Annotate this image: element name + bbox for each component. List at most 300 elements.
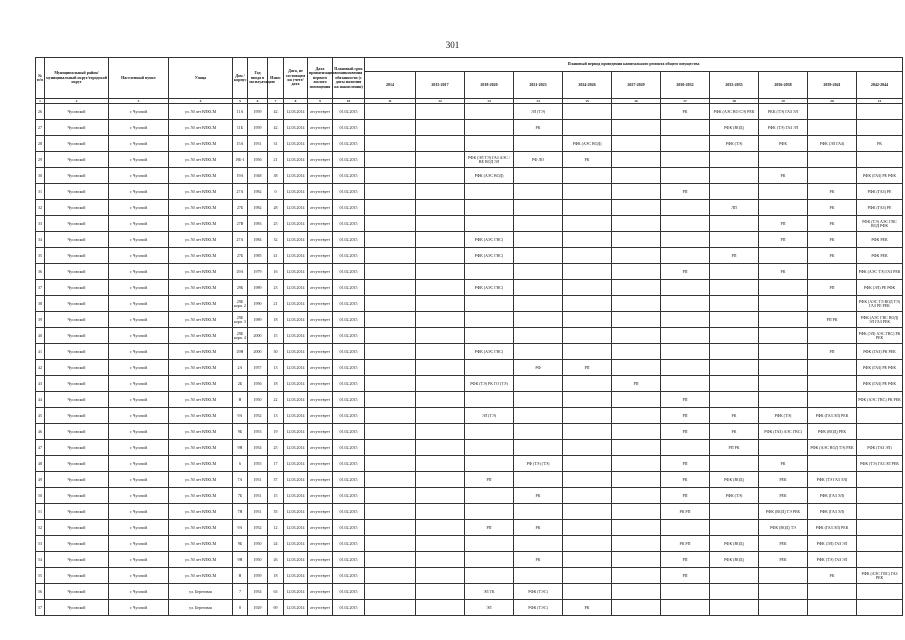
house-cell: 2А <box>233 360 248 376</box>
row-number: 30 <box>36 168 45 184</box>
plan-cell <box>416 136 465 152</box>
plan-cell: РК РП <box>661 504 710 520</box>
plan-cell <box>514 440 563 456</box>
table-row <box>36 504 903 520</box>
plan-cell <box>661 232 710 248</box>
plan-cell <box>563 488 612 504</box>
plan-cell <box>416 440 465 456</box>
date-registered-cell: 12.03.2014 <box>284 200 308 216</box>
year-cell: 1984 <box>248 232 268 248</box>
plan-cell <box>857 504 903 520</box>
plan-cell <box>365 504 416 520</box>
house-cell: 11А <box>233 104 248 120</box>
plan-cell: РФК (ГАЗ ЭЛ) <box>857 440 903 456</box>
row-number: 28 <box>36 136 45 152</box>
plan-cell: РП <box>661 392 710 408</box>
town-cell: г. Чусовой <box>109 440 169 456</box>
year-cell: 1959 <box>248 104 268 120</box>
town-cell: г. Чусовой <box>109 424 169 440</box>
col-header-district: Муниципальный район/муниципальный округ/городской округ <box>45 58 109 99</box>
district-cell: Чусовской <box>45 104 109 120</box>
house-cell: 9Н <box>233 552 248 568</box>
plan-cell: РФК (ТЭС) <box>514 584 563 600</box>
plan-cell: РФК (АЭС ВО СЭ) РЕК <box>710 104 759 120</box>
row-number: 43 <box>36 376 45 392</box>
due-date-cell: 01.02.2015 <box>333 552 365 568</box>
plan-cell <box>365 568 416 584</box>
row-number: 57 <box>36 600 45 616</box>
district-cell: Чусовской <box>45 296 109 312</box>
plan-cell <box>710 280 759 296</box>
house-cell: 29А <box>233 264 248 280</box>
plan-cell <box>465 552 514 568</box>
plan-cell: РФК (ГАЗ ЭЛ) РЕК <box>808 408 857 424</box>
plan-cell <box>710 216 759 232</box>
plan-cell: РП <box>661 488 710 504</box>
table-row <box>36 168 903 184</box>
row-number: 53 <box>36 536 45 552</box>
plan-cell <box>759 328 808 344</box>
plan-cell <box>465 360 514 376</box>
plan-cell: ЛП <box>710 200 759 216</box>
plan-cell: РК <box>808 232 857 248</box>
street-cell: ул. 50 лет ВЛКСМ <box>169 328 233 344</box>
house-cell: 15А <box>233 136 248 152</box>
plan-cell <box>514 344 563 360</box>
plan-cell: РП <box>661 408 710 424</box>
plan-cell <box>710 520 759 536</box>
year-cell: 1979 <box>248 264 268 280</box>
town-cell: г. Чусовой <box>109 184 169 200</box>
plan-cell <box>563 200 612 216</box>
plan-cell <box>661 584 710 600</box>
plan-cell <box>563 440 612 456</box>
plan-cell <box>808 584 857 600</box>
year-cell: 1956 <box>248 152 268 168</box>
plan-cell <box>514 568 563 584</box>
column-index: 17 <box>661 99 710 104</box>
row-number: 39 <box>36 312 45 328</box>
plan-cell <box>661 376 710 392</box>
plan-cell: РФК (ТЭ) <box>710 136 759 152</box>
date-registered-cell: 12.03.2014 <box>284 120 308 136</box>
due-date-cell: 01.02.2015 <box>333 232 365 248</box>
plan-cell: РФК (ТЭ) <box>759 408 808 424</box>
house-cell: 7Б <box>233 488 248 504</box>
due-date-cell: 01.02.2015 <box>333 120 365 136</box>
plan-cell: ЭЛ (ТЭ) <box>465 408 514 424</box>
plan-cell: РК <box>808 568 857 584</box>
plan-cell <box>365 472 416 488</box>
plan-cell <box>514 408 563 424</box>
street-cell: ул. 50 лет ВЛКСМ <box>169 200 233 216</box>
wear-cell: 63 <box>268 584 284 600</box>
plan-cell: РП <box>661 424 710 440</box>
col-header-wear: Износ <box>268 58 284 99</box>
house-cell: 19Б-1 <box>233 152 248 168</box>
district-cell: Чусовской <box>45 232 109 248</box>
wear-cell: 38 <box>268 168 284 184</box>
plan-cell: РФК (ВОД) <box>710 552 759 568</box>
plan-cell: РФК (АЭС ВОД ТЭ) РЕК <box>808 440 857 456</box>
date-privatization-cell: отсутствует <box>308 344 333 360</box>
plan-cell: РФК (ВОД) ТЭ <box>759 520 808 536</box>
date-registered-cell: 12.03.2014 <box>284 536 308 552</box>
house-cell: 2Б <box>233 376 248 392</box>
town-cell: г. Чусовой <box>109 472 169 488</box>
row-number: 45 <box>36 408 45 424</box>
row-number: 33 <box>36 216 45 232</box>
plan-cell: РФК <box>759 136 808 152</box>
year-cell: 1983 <box>248 216 268 232</box>
plan-cell <box>612 600 661 616</box>
plan-cell <box>514 280 563 296</box>
plan-cell <box>661 600 710 616</box>
year-header: 2014 <box>365 72 416 99</box>
plan-cell <box>661 152 710 168</box>
year-cell: 1952 <box>248 408 268 424</box>
plan-cell <box>661 328 710 344</box>
year-cell: 1948 <box>248 168 268 184</box>
wear-cell: 19 <box>268 424 284 440</box>
plan-cell: РК <box>563 600 612 616</box>
row-number: 49 <box>36 472 45 488</box>
plan-cell <box>710 344 759 360</box>
house-cell: Н <box>233 392 248 408</box>
date-registered-cell: 12.03.2014 <box>284 408 308 424</box>
plan-cell <box>612 104 661 120</box>
plan-cell <box>365 408 416 424</box>
plan-cell <box>563 472 612 488</box>
table-row <box>36 136 903 152</box>
date-registered-cell: 12.03.2014 <box>284 504 308 520</box>
col-header-town: Населенный пункт <box>109 58 169 99</box>
row-number: 50 <box>36 488 45 504</box>
plan-cell: РФК (ВОД) <box>710 472 759 488</box>
plan-cell: РФК (ВОД) <box>710 120 759 136</box>
wear-cell: 18 <box>268 312 284 328</box>
plan-cell <box>808 264 857 280</box>
street-cell: ул. 50 лет ВЛКСМ <box>169 344 233 360</box>
house-cell: 9Б <box>233 424 248 440</box>
street-cell: ул. 50 лет ВЛКСМ <box>169 184 233 200</box>
plan-cell <box>365 296 416 312</box>
house-cell: 6 <box>233 456 248 472</box>
plan-cell <box>465 488 514 504</box>
due-date-cell: 01.02.2015 <box>333 408 365 424</box>
table-row <box>36 376 903 392</box>
plan-cell <box>612 584 661 600</box>
plan-cell <box>465 504 514 520</box>
date-privatization-cell: отсутствует <box>308 328 333 344</box>
plan-cell <box>612 296 661 312</box>
plan-cell: РК РП <box>661 536 710 552</box>
plan-cell: РП <box>808 344 857 360</box>
street-cell: ул. 50 лет ВЛКСМ <box>169 280 233 296</box>
street-cell: ул. 50 лет ВЛКСМ <box>169 264 233 280</box>
date-registered-cell: 12.03.2014 <box>284 152 308 168</box>
table-row <box>36 152 903 168</box>
district-cell: Чусовской <box>45 408 109 424</box>
wear-cell: 31 <box>268 136 284 152</box>
plan-cell: РФК (ГАЗ) РЕ РФК <box>857 360 903 376</box>
plan-cell: РКК (ТЭ) ГАЗ ЭЛ <box>759 104 808 120</box>
plan-cell: РФК (АЭС ГВС) РК РЕК <box>857 392 903 408</box>
due-date-cell: 01.02.2015 <box>333 280 365 296</box>
plan-cell: РП <box>661 568 710 584</box>
plan-cell <box>563 424 612 440</box>
plan-cell: РП <box>612 376 661 392</box>
plan-cell: РФК (ГАЗ) РЕ РФК <box>857 376 903 392</box>
plan-cell <box>612 504 661 520</box>
plan-cell: РП <box>710 248 759 264</box>
street-cell: ул. 50 лет ВЛКСМ <box>169 120 233 136</box>
plan-cell: РП <box>759 232 808 248</box>
year-cell: 2000 <box>248 328 268 344</box>
street-cell: ул. 50 лет ВЛКСМ <box>169 520 233 536</box>
row-number: 55 <box>36 568 45 584</box>
date-privatization-cell: отсутствует <box>308 168 333 184</box>
col-header-house: Дом / корпус <box>233 58 248 99</box>
plan-cell <box>808 152 857 168</box>
date-registered-cell: 12.03.2014 <box>284 424 308 440</box>
plan-cell <box>563 120 612 136</box>
plan-cell <box>710 184 759 200</box>
plan-cell <box>710 232 759 248</box>
due-date-cell: 01.02.2015 <box>333 440 365 456</box>
plan-cell <box>365 344 416 360</box>
plan-cell <box>759 376 808 392</box>
row-number: 44 <box>36 392 45 408</box>
plan-cell <box>563 376 612 392</box>
house-cell: 27В <box>233 216 248 232</box>
table-row <box>36 472 903 488</box>
plan-cell <box>465 120 514 136</box>
plan-cell <box>563 344 612 360</box>
street-cell: ул. 50 лет ВЛКСМ <box>169 168 233 184</box>
year-cell: 1989 <box>248 312 268 328</box>
plan-cell: РП <box>661 552 710 568</box>
plan-cell <box>514 200 563 216</box>
plan-cell: РФК (АЭС ГВС ВОД) ЭЛ ГАЗ РЕК <box>857 312 903 328</box>
plan-cell <box>808 360 857 376</box>
date-privatization-cell: отсутствует <box>308 296 333 312</box>
plan-cell: РФК (ГАЗ ЭЛ) <box>808 504 857 520</box>
date-privatization-cell: отсутствует <box>308 232 333 248</box>
plan-cell <box>465 136 514 152</box>
plan-cell <box>759 248 808 264</box>
house-cell: 29Н <box>233 344 248 360</box>
district-cell: Чусовской <box>45 488 109 504</box>
plan-cell <box>612 344 661 360</box>
row-number: 32 <box>36 200 45 216</box>
row-number: 52 <box>36 520 45 536</box>
plan-cell: РК <box>661 104 710 120</box>
due-date-cell: 01.02.2015 <box>333 568 365 584</box>
year-cell: 1951 <box>248 136 268 152</box>
table-row <box>36 216 903 232</box>
district-cell: Чусовской <box>45 120 109 136</box>
year-cell: 1954 <box>248 440 268 456</box>
plan-cell: ЭЛ <box>465 600 514 616</box>
column-index: 2 <box>45 99 109 104</box>
plan-cell <box>563 568 612 584</box>
town-cell: г. Чусовой <box>109 136 169 152</box>
plan-cell <box>710 568 759 584</box>
plan-cell: РФК (АЭС ГВС) <box>465 232 514 248</box>
plan-cell: РП <box>661 456 710 472</box>
plan-cell: РК <box>514 520 563 536</box>
table-row <box>36 536 903 552</box>
plan-cell <box>416 584 465 600</box>
due-date-cell: 01.02.2015 <box>333 200 365 216</box>
plan-cell <box>612 392 661 408</box>
column-index: 16 <box>612 99 661 104</box>
due-date-cell: 01.02.2015 <box>333 328 365 344</box>
plan-cell <box>857 536 903 552</box>
year-cell: 1929 <box>248 600 268 616</box>
table-row <box>36 408 903 424</box>
plan-cell <box>365 232 416 248</box>
plan-cell: РП <box>759 216 808 232</box>
date-privatization-cell: отсутствует <box>308 536 333 552</box>
plan-cell <box>416 168 465 184</box>
row-number: 47 <box>36 440 45 456</box>
town-cell: г. Чусовой <box>109 200 169 216</box>
plan-cell <box>710 360 759 376</box>
town-cell: г. Чусовой <box>109 552 169 568</box>
year-cell: 1950 <box>248 536 268 552</box>
year-cell: 1989 <box>248 280 268 296</box>
district-cell: Чусовской <box>45 264 109 280</box>
district-cell: Чусовской <box>45 280 109 296</box>
plan-cell <box>563 232 612 248</box>
row-number: 51 <box>36 504 45 520</box>
wear-cell: 42 <box>268 104 284 120</box>
plan-cell <box>416 328 465 344</box>
plan-cell <box>808 376 857 392</box>
plan-cell: РФК (ВОД) РЕК <box>808 424 857 440</box>
plan-cell <box>416 360 465 376</box>
date-registered-cell: 12.03.2014 <box>284 456 308 472</box>
table-row <box>36 312 903 328</box>
wear-cell: 24 <box>268 536 284 552</box>
street-cell: ул. 50 лет ВЛКСМ <box>169 568 233 584</box>
due-date-cell: 01.02.2015 <box>333 520 365 536</box>
year-cell: 1959 <box>248 568 268 584</box>
plan-cell: ЭЛ ГК <box>465 584 514 600</box>
plan-cell <box>612 248 661 264</box>
plan-cell <box>808 328 857 344</box>
plan-cell: РФК (ГАЗ ЭЛ) РЕК <box>808 520 857 536</box>
date-privatization-cell: отсутствует <box>308 248 333 264</box>
house-cell: 19А <box>233 168 248 184</box>
date-privatization-cell: отсутствует <box>308 184 333 200</box>
due-date-cell: 01.02.2015 <box>333 104 365 120</box>
house-cell: 8 <box>233 600 248 616</box>
column-index: 7 <box>268 99 284 104</box>
table-row <box>36 248 903 264</box>
plan-cell: РК <box>857 136 903 152</box>
year-cell: 1985 <box>248 248 268 264</box>
table-row <box>36 200 903 216</box>
year-header: 2036-2038 <box>759 72 808 99</box>
plan-cell <box>416 216 465 232</box>
plan-cell <box>612 152 661 168</box>
year-header: 2015-2017 <box>416 72 465 99</box>
plan-cell: РФК (АЭС ТЭ ВОД ТЭ) ГАЗ РЕ РЕК <box>857 296 903 312</box>
plan-cell <box>465 456 514 472</box>
date-registered-cell: 12.03.2014 <box>284 376 308 392</box>
district-cell: Чусовской <box>45 360 109 376</box>
plan-cell <box>563 456 612 472</box>
plan-cell: РФ ЛО <box>514 152 563 168</box>
town-cell: г. Чусовой <box>109 376 169 392</box>
plan-cell <box>365 488 416 504</box>
date-registered-cell: 12.03.2014 <box>284 104 308 120</box>
plan-cell <box>465 328 514 344</box>
plan-cell <box>365 264 416 280</box>
column-index: 21 <box>857 99 903 104</box>
date-privatization-cell: отсутствует <box>308 504 333 520</box>
plan-cell: РФК (ТЭ) РК ГО (ТЭ) <box>465 376 514 392</box>
district-cell: Чусовской <box>45 376 109 392</box>
plan-cell <box>365 312 416 328</box>
row-number: 41 <box>36 344 45 360</box>
plan-cell <box>563 328 612 344</box>
district-cell: Чусовской <box>45 536 109 552</box>
due-date-cell: 01.02.2015 <box>333 456 365 472</box>
row-number: 27 <box>36 120 45 136</box>
town-cell: г. Чусовой <box>109 280 169 296</box>
plan-cell <box>365 248 416 264</box>
column-index: 6 <box>248 99 268 104</box>
district-cell: Чусовской <box>45 552 109 568</box>
plan-cell <box>710 376 759 392</box>
date-registered-cell: 12.03.2014 <box>284 264 308 280</box>
row-number: 37 <box>36 280 45 296</box>
plan-cell <box>365 584 416 600</box>
district-cell: Чусовской <box>45 200 109 216</box>
col-header-date-privatization: Дата приватизации первого жилого помещения <box>308 58 333 99</box>
due-date-cell: 01.02.2015 <box>333 152 365 168</box>
table-row <box>36 584 903 600</box>
table-row <box>36 120 903 136</box>
plan-cell: РФК (АЭС ГВС) <box>465 248 514 264</box>
town-cell: г. Чусовой <box>109 312 169 328</box>
plan-cell <box>416 552 465 568</box>
town-cell: г. Чусовой <box>109 104 169 120</box>
year-header: 2027-2029 <box>612 72 661 99</box>
plan-cell <box>857 104 903 120</box>
date-privatization-cell: отсутствует <box>308 440 333 456</box>
row-number: 31 <box>36 184 45 200</box>
district-cell: Чусовской <box>45 184 109 200</box>
date-privatization-cell: отсутствует <box>308 376 333 392</box>
date-registered-cell: 12.03.2014 <box>284 312 308 328</box>
due-date-cell: 01.02.2015 <box>333 488 365 504</box>
plan-cell: РФК (ЭЛ) АЭС ГВС) РК РЕК <box>857 328 903 344</box>
date-privatization-cell: отсутствует <box>308 136 333 152</box>
plan-cell <box>563 536 612 552</box>
plan-cell: РК <box>759 456 808 472</box>
plan-cell: РК <box>710 408 759 424</box>
wear-cell: 13 <box>268 360 284 376</box>
plan-cell <box>563 168 612 184</box>
plan-cell <box>759 296 808 312</box>
plan-cell <box>514 264 563 280</box>
plan-cell <box>465 216 514 232</box>
